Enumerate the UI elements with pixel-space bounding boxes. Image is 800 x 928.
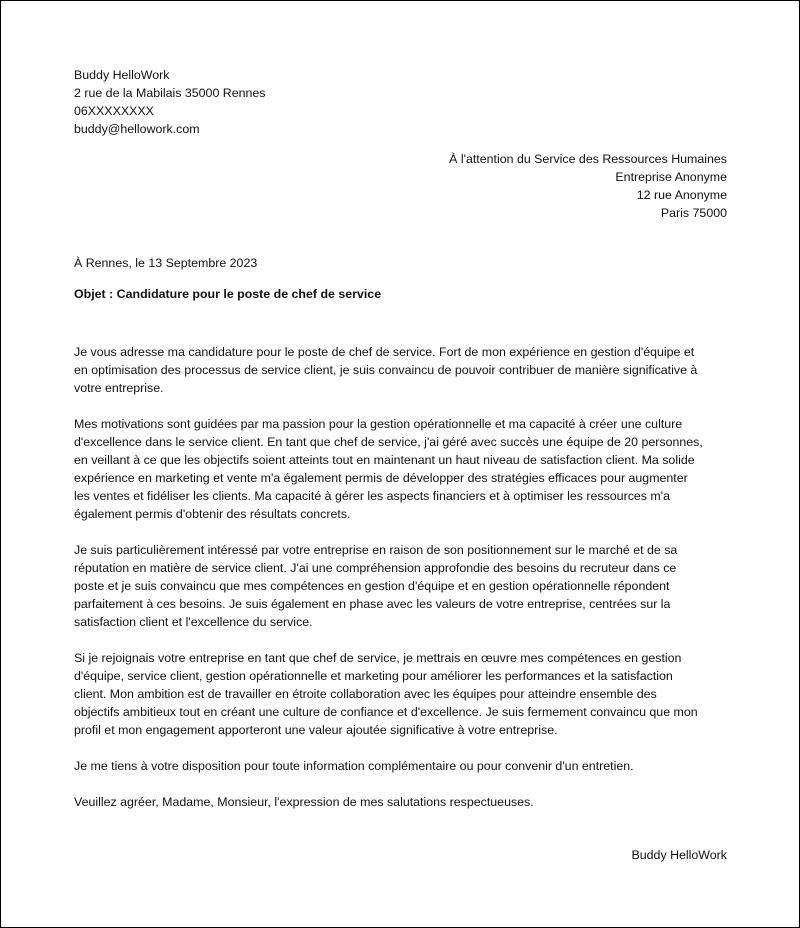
body-line: d'équipe, service client, gestion opérationnelle et marketing pour améliorer les performances et la satisfaction (74, 669, 673, 683)
paragraph-availability (74, 757, 734, 775)
body-line: d'excellence dans le service client. En tant que chef de service, j'ai géré avec succès une équipe de 20 personnes, (74, 435, 703, 449)
paragraph-motivations (74, 415, 734, 523)
body-line: Mes motivations sont guidées par ma passion pour la gestion opérationnelle et ma capacité à créer une culture (74, 417, 683, 431)
recipient-block (297, 150, 727, 222)
body-line: Veuillez agréer, Madame, Monsieur, l'expression de mes salutations respectueuses. (74, 795, 534, 809)
recipient-attention: À l'attention du Service des Ressources Humaines (449, 152, 727, 166)
signature: Buddy HelloWork (631, 848, 727, 862)
sender-phone: 06XXXXXXXX (74, 104, 154, 118)
paragraph-introduction (74, 343, 734, 397)
sender-address: 2 rue de la Mabilais 35000 Rennes (74, 86, 266, 100)
body-line: réputation en matière de service client. J'ai une compréhension approfondie des besoins du recruteur dans ce (74, 561, 677, 575)
letter-subject: Objet : Candidature pour le poste de chef de service (74, 287, 382, 301)
paragraph-closing (74, 793, 734, 811)
body-line: également permis d'obtenir des résultats concrets. (74, 507, 351, 521)
letter-body (74, 343, 734, 829)
recipient-street: 12 rue Anonyme (636, 188, 727, 202)
body-line: objectifs ambitieux tout en créant une culture de confiance et d'excellence. Je suis fermement convaincu que mon (74, 705, 698, 719)
sender-email: buddy@hellowork.com (74, 122, 200, 136)
body-line: Je me tiens à votre disposition pour toute information complémentaire ou pour convenir d'un entretien. (74, 759, 634, 773)
body-line: profil et mon engagement apporteront une valeur ajoutée significative à votre entreprise. (74, 723, 558, 737)
paragraph-interest (74, 541, 734, 631)
body-line: satisfaction client et l'excellence du service. (74, 615, 313, 629)
recipient-city: Paris 75000 (660, 206, 727, 220)
sender-name: Buddy HelloWork (74, 68, 170, 82)
body-line: client. Mon ambition est de travailler en étroite collaboration avec les équipes pour atteindre ensemble des (74, 687, 657, 701)
body-line: expérience en marketing et vente m'a également permis de développer des stratégies efficaces pour augmenter (74, 471, 688, 485)
body-line: les ventes et fidéliser les clients. Ma capacité à gérer les aspects financiers et à optimiser les ressources m'a (74, 489, 670, 503)
paragraph-ambition (74, 649, 734, 739)
body-line: en veillant à ce que les objectifs soient atteints tout en maintenant un haut niveau de satisfaction client. Ma solide (74, 453, 695, 467)
letter-date: À Rennes, le 13 Septembre 2023 (74, 256, 258, 270)
recipient-company: Entreprise Anonyme (615, 170, 727, 184)
body-line: Je vous adresse ma candidature pour le poste de chef de service. Fort de mon expérience en gestion d'équipe et (74, 345, 695, 359)
sender-block (74, 66, 474, 138)
body-line: poste et je suis convaincu que mes compétences en gestion d'équipe et en gestion opérationnelle répondent (74, 579, 670, 593)
body-line: en optimisation des processus de service client, je suis convaincu de pouvoir contribuer de manière significative à (74, 363, 698, 377)
body-line: votre entreprise. (74, 381, 164, 395)
body-line: Si je rejoignais votre entreprise en tant que chef de service, je mettrais en œuvre mes compétences en gestion (74, 651, 682, 665)
body-line: parfaitement à ces besoins. Je suis également en phase avec les valeurs de votre entreprise, centrées sur la (74, 597, 671, 611)
body-line: Je suis particulièrement intéressé par votre entreprise en raison de son positionnement sur le marché et de sa (74, 543, 678, 557)
